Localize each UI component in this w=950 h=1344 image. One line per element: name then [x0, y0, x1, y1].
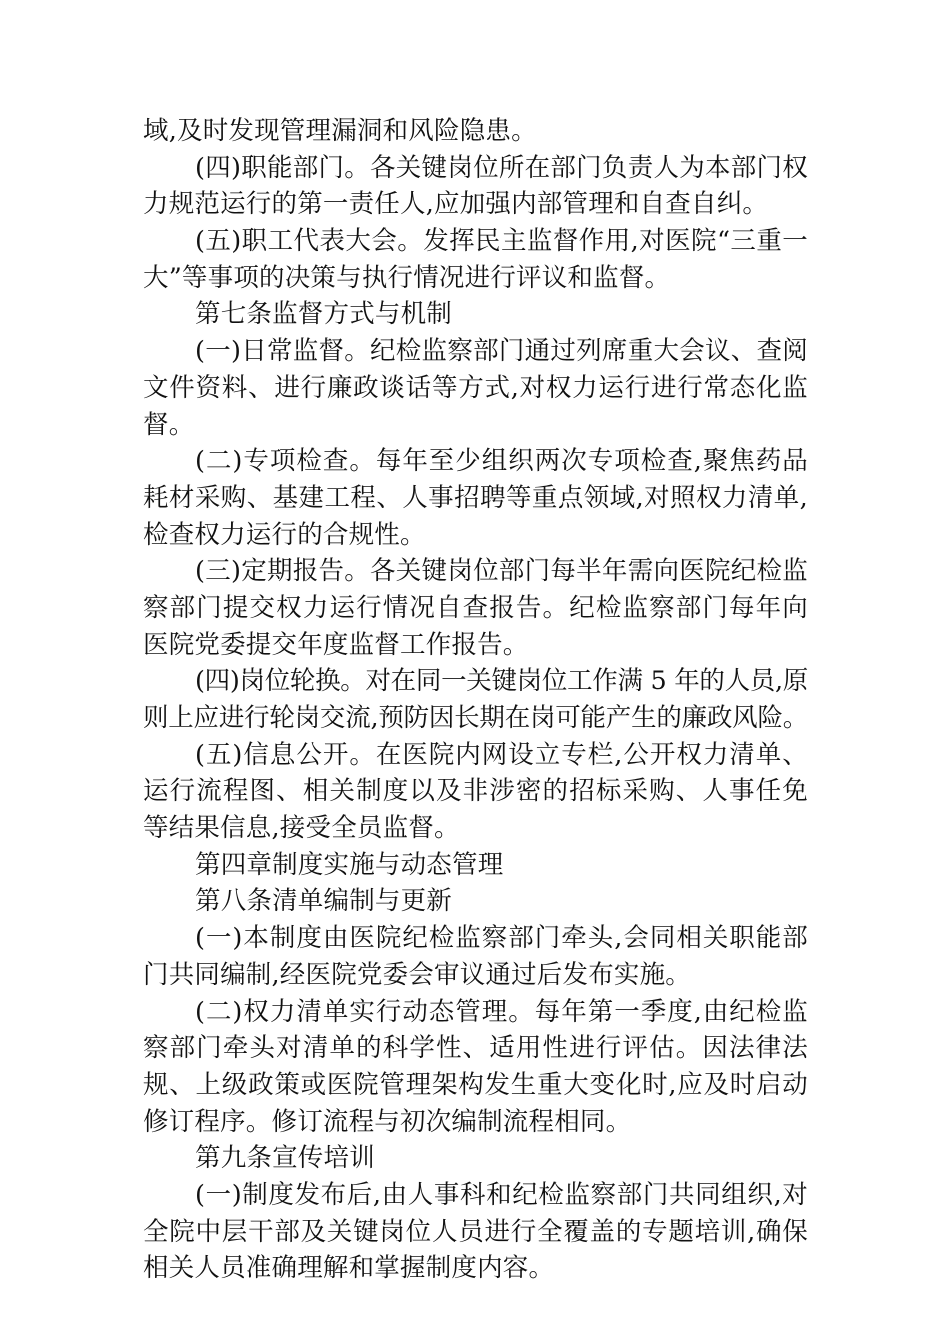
text-line: (一)本制度由医院纪检监察部门牵头,会同相关职能部 [195, 923, 808, 954]
text-line: (一)日常监督。纪检监察部门通过列席重大会议、查阅 [195, 336, 808, 367]
text-line: 检查权力运行的合规性。 [143, 519, 426, 550]
text-line: 规、上级政策或医院管理架构发生重大变化时,应及时启动 [143, 1069, 808, 1100]
text-line: 医院党委提交年度监督工作报告。 [143, 629, 529, 660]
text-line: 相关人员准确理解和掌握制度内容。 [143, 1253, 555, 1284]
text-line: 等结果信息,接受全员监督。 [143, 813, 460, 844]
text-line: 察部门牵头对清单的科学性、适用性进行评估。因法律法 [143, 1033, 808, 1064]
text-line: (三)定期报告。各关键岗位部门每半年需向医院纪检监 [195, 556, 808, 587]
text-line: 运行流程图、相关制度以及非涉密的招标采购、人事任免 [143, 776, 808, 807]
document-page [143, 113, 808, 1287]
text-line: 第八条清单编制与更新 [195, 886, 453, 917]
text-line: 域,及时发现管理漏洞和风险隐患。 [143, 116, 537, 146]
text-line: 第七条监督方式与机制 [195, 299, 453, 330]
text-line: 修订程序。修订流程与初次编制流程相同。 [143, 1106, 632, 1137]
text-line: (四)职能部门。各关键岗位所在部门负责人为本部门权 [195, 152, 808, 183]
text-line: 全院中层干部及关键岗位人员进行全覆盖的专题培训,确保 [143, 1216, 808, 1247]
text-line: 第四章制度实施与动态管理 [195, 849, 504, 880]
text-line: (一)制度发布后,由人事科和纪检监察部门共同组织,对 [195, 1179, 808, 1210]
text-line: (二)专项检查。每年至少组织两次专项检查,聚焦药品 [195, 446, 808, 477]
text-line: (二)权力清单实行动态管理。每年第一季度,由纪检监 [195, 996, 808, 1027]
text-line: (四)岗位轮换。对在同一关键岗位工作满 5 年的人员,原 [195, 666, 808, 697]
text-line: (五)职工代表大会。发挥民主监督作用,对医院“三重一 [195, 226, 808, 257]
text-line: 门共同编制,经医院党委会审议通过后发布实施。 [143, 959, 692, 990]
text-line: 则上应进行轮岗交流,预防因长期在岗可能产生的廉政风险。 [143, 703, 808, 733]
text-line: 第九条宣传培训 [195, 1143, 375, 1174]
text-line: 文件资料、进行廉政谈话等方式,对权力运行进行常态化监 [143, 372, 808, 403]
text-line: 力规范运行的第一责任人,应加强内部管理和自查自纠。 [143, 189, 769, 220]
text-line: 大”等事项的决策与执行情况进行评议和监督。 [143, 262, 671, 293]
text-line: 耗材采购、基建工程、人事招聘等重点领域,对照权力清单, [143, 482, 808, 513]
text-line: 察部门提交权力运行情况自查报告。纪检监察部门每年向 [143, 592, 808, 623]
text-line: 督。 [143, 409, 195, 440]
text-line: (五)信息公开。在医院内网设立专栏,公开权力清单、 [195, 739, 808, 770]
